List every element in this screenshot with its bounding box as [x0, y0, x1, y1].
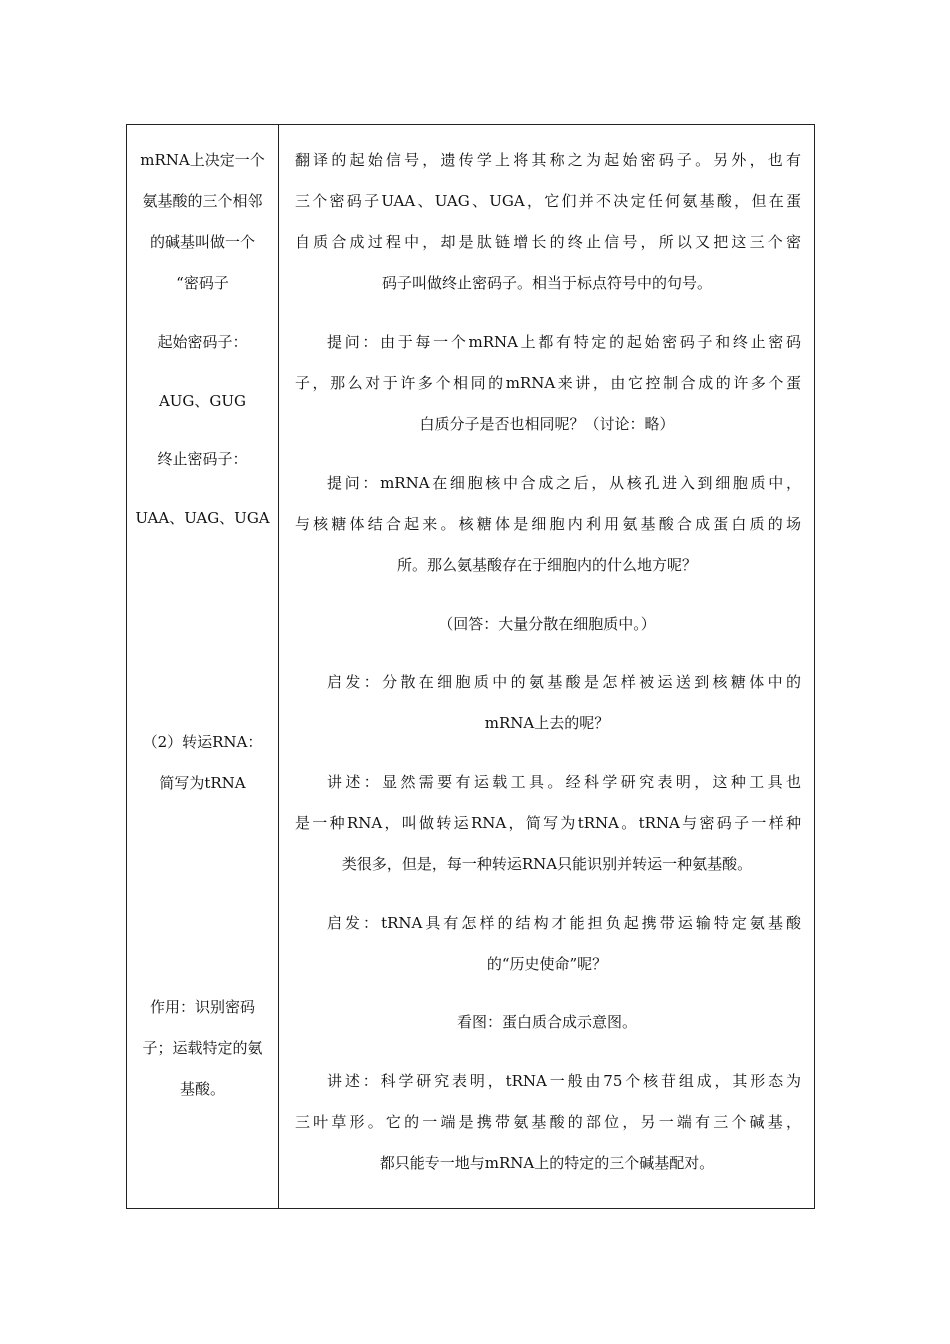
- body-text-line: 提问：由于每一个mRNA上都有特定的起始密码子和终止密码: [327, 333, 801, 351]
- left-note-line: 子；运载特定的氨: [142, 1039, 263, 1057]
- body-text-line: 白质分子是否也相同呢？（讨论：略）: [419, 415, 675, 433]
- body-text-line: 看图：蛋白质合成示意图。: [456, 1013, 637, 1031]
- body-text-line: 启发：tRNA具有怎样的结构才能担负起携带运输特定氨基酸: [327, 914, 801, 932]
- left-note-line: “密码子: [176, 274, 229, 292]
- body-text-line: 三个密码子UAA、UAG、UGA，它们并不决定任何氨基酸，但在蛋: [295, 192, 801, 210]
- left-note-line: 氨基酸的三个相邻: [142, 192, 263, 210]
- body-text-line: 都只能专一地与mRNA上的特定的三个碱基配对。: [379, 1154, 715, 1172]
- left-note-line: UAA、UAG、UGA: [135, 509, 270, 527]
- body-text-line: 启发：分散在细胞质中的氨基酸是怎样被运送到核糖体中的: [327, 673, 801, 691]
- body-text-line: （回答：大量分散在细胞质中。）: [438, 615, 656, 633]
- left-note-line: 基酸。: [179, 1080, 225, 1098]
- left-note-line: 起始密码子：: [157, 333, 248, 351]
- body-text-line: 提问：mRNA在细胞核中合成之后，从核孔进入到细胞质中，: [327, 474, 801, 492]
- lesson-table: [126, 124, 815, 1209]
- left-note-line: 简写为tRNA: [159, 774, 246, 792]
- left-note-line: 终止密码子：: [157, 450, 248, 468]
- body-text-line: 讲述：科学研究表明，tRNA一般由75个核苷组成，其形态为: [327, 1072, 801, 1090]
- left-note-line: mRNA上决定一个: [140, 151, 265, 169]
- body-text-line: 讲述：显然需要有运载工具。经科学研究表明，这种工具也: [327, 773, 801, 791]
- body-text-line: 是一种RNA，叫做转运RNA，简写为tRNA。tRNA与密码子一样种: [295, 814, 801, 832]
- body-text-line: 类很多，但是，每一种转运RNA只能识别并转运一种氨基酸。: [341, 855, 753, 873]
- left-note-line: AUG、GUG: [158, 392, 247, 410]
- left-note-line: （2）转运RNA：: [142, 733, 263, 751]
- body-text-line: 的“历史使命”呢？: [486, 955, 608, 973]
- body-text-line: 三叶草形。它的一端是携带氨基酸的部位，另一端有三个碱基，: [295, 1113, 801, 1131]
- body-text-line: 与核糖体结合起来。核糖体是细胞内利用氨基酸合成蛋白质的场: [295, 515, 801, 533]
- body-text-line: 码子叫做终止密码子。相当于标点符号中的句号。: [381, 274, 712, 292]
- body-text-line: 所。那么氨基酸存在于细胞内的什么地方呢？: [396, 556, 697, 574]
- body-text-line: 翻译的起始信号，遗传学上将其称之为起始密码子。另外，也有: [295, 151, 801, 169]
- body-text-line: 子，那么对于许多个相同的mRNA来讲，由它控制合成的许多个蛋: [295, 374, 801, 392]
- left-note-line: 的碱基叫做一个: [149, 233, 255, 251]
- body-text-line: mRNA上去的呢？: [484, 714, 610, 732]
- left-note-line: 作用：识别密码: [149, 998, 255, 1016]
- body-text-line: 自质合成过程中，却是肽链增长的终止信号，所以又把这三个密: [295, 233, 801, 251]
